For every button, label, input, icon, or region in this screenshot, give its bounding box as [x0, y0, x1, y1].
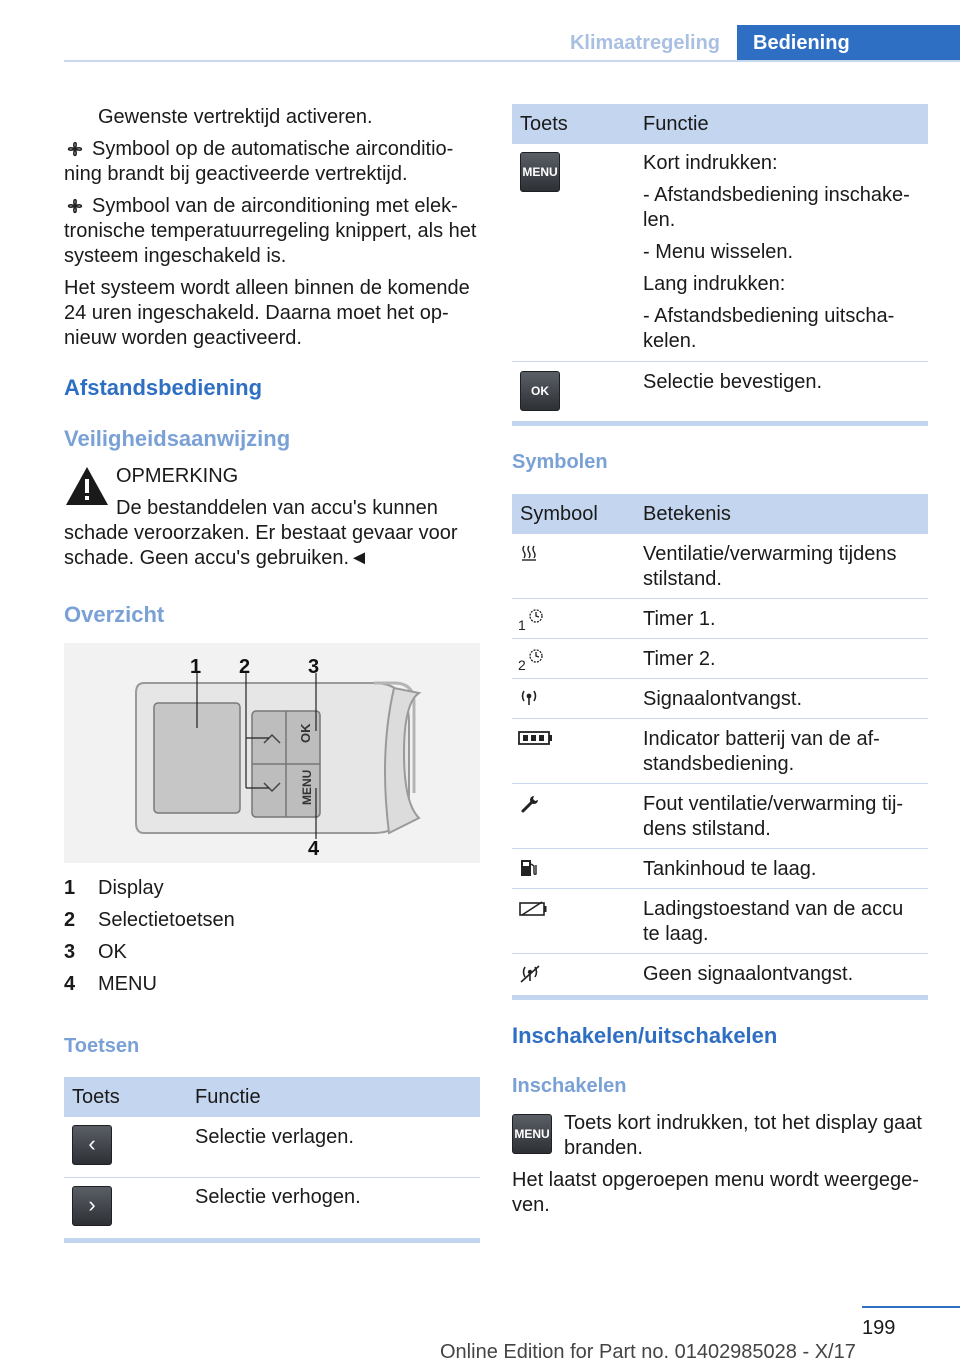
table-header-key: Toets — [520, 113, 568, 135]
timer1-icon — [528, 608, 544, 624]
table-cell: - Afstandsbediening inschake- — [643, 184, 910, 206]
paragraph-24h: Het systeem wordt alleen binnen de komende — [64, 277, 470, 299]
table-header-symbol: Symbool — [520, 503, 598, 525]
warning-text-cont2: schade. Geen accu's gebruiken.◄ — [64, 547, 369, 569]
fuel-icon — [520, 858, 538, 878]
header-section-tab[interactable]: Klimaatregeling — [569, 32, 721, 54]
table-cell: dens stilstand. — [643, 818, 771, 840]
battery-low-icon — [518, 900, 548, 918]
table-cell: - Menu wisselen. — [643, 241, 794, 263]
paragraph-switch-on: Toets kort indrukken, tot het display gaat — [564, 1112, 922, 1134]
table-cell: Timer 2. — [643, 648, 716, 670]
figure-callout-4: 4 — [308, 838, 320, 860]
table-cell: Geen signaalontvangst. — [643, 963, 854, 985]
keys-table — [64, 1077, 480, 1247]
ok-key-button: OK — [520, 371, 560, 411]
table-row-divider — [512, 718, 928, 719]
table-cell: Selectie bevestigen. — [643, 371, 823, 393]
heading-inschakelen-uitschakelen: Inschakelen/uitschakelen — [512, 1023, 778, 1048]
edition-note: Online Edition for Part no. 01402985028 - X/17 — [440, 1341, 856, 1362]
table-cell: Ventilatie/verwarming tijdens — [643, 543, 897, 565]
figure-ok-label: OK — [298, 723, 313, 743]
heading-afstandsbediening: Afstandsbediening — [64, 375, 263, 400]
table-cell: Selectie verlagen. — [195, 1126, 354, 1148]
table-row-divider — [512, 848, 928, 849]
warning-title: OPMERKING — [116, 465, 239, 487]
timer1-number: 1 — [518, 617, 526, 633]
table-cell: Tankinhoud te laag. — [643, 858, 817, 880]
table-cell: Fout ventilatie/verwarming tij- — [643, 793, 904, 815]
table-header — [512, 494, 928, 534]
table-header-key: Toets — [72, 1086, 120, 1108]
heading-toetsen: Toetsen — [64, 1035, 140, 1057]
warning-text-cont: schade veroorzaken. Er bestaat gevaar voor — [64, 522, 458, 544]
table-cell: len. — [643, 209, 676, 231]
legend-text: MENU — [98, 973, 157, 995]
table-row-divider — [512, 638, 928, 639]
table-row-divider — [512, 361, 928, 362]
table-header — [512, 104, 928, 144]
figure-menu-label: MENU — [300, 769, 314, 805]
warning-icon — [64, 465, 110, 507]
menu-ok-table — [512, 104, 928, 429]
paragraph-symbol-auto-cont: ning brandt bij geactiveerde vertrektijd. — [64, 163, 408, 185]
table-cell: te laag. — [643, 923, 709, 945]
table-cell: stilstand. — [643, 568, 722, 590]
table-header-meaning: Betekenis — [643, 503, 731, 525]
key-left-button: ‹ — [72, 1125, 112, 1165]
timer2-icon — [528, 648, 544, 664]
table-cell: Signaalontvangst. — [643, 688, 803, 710]
paragraph-symbol-ac-cont2: systeem ingeschakeld is. — [64, 245, 287, 267]
header-divider — [64, 60, 960, 62]
table-cell: Ladingstoestand van de accu — [643, 898, 904, 920]
table-cell: Lang indrukken: — [643, 273, 786, 295]
figure-callout-3: 3 — [308, 656, 320, 678]
table-cell: kelen. — [643, 330, 697, 352]
legend-number: 3 — [64, 941, 76, 963]
table-row-divider — [64, 1177, 480, 1178]
table-row-divider — [512, 888, 928, 889]
paragraph-switch-on-cont: branden. — [564, 1137, 643, 1159]
table-header — [64, 1077, 480, 1117]
heading-inschakelen: Inschakelen — [512, 1075, 627, 1097]
signal-icon — [519, 688, 539, 706]
fan-icon — [64, 138, 86, 160]
footer-divider — [862, 1306, 960, 1308]
paragraph-symbol-auto: Symbool op de automatische airconditio- — [92, 138, 454, 160]
paragraph-24h-cont: 24 uren ingeschakeld. Daarna moet het op- — [64, 302, 449, 324]
paragraph-last-menu-cont: ven. — [512, 1194, 550, 1216]
table-row-divider — [512, 678, 928, 679]
table-cell: Indicator batterij van de af- — [643, 728, 880, 750]
key-right-button: › — [72, 1186, 112, 1226]
timer2-number: 2 — [518, 657, 526, 673]
paragraph-activate: Gewenste vertrektijd activeren. — [98, 106, 373, 128]
legend-text: OK — [98, 941, 127, 963]
table-cell: Selectie verhogen. — [195, 1186, 361, 1208]
paragraph-symbol-ac: Symbool van de airconditioning met elek- — [92, 195, 458, 217]
symbols-table — [512, 494, 928, 1004]
paragraph-symbol-ac-cont: tronische temperatuurregeling knippert, als het — [64, 220, 477, 242]
legend-number: 1 — [64, 877, 76, 899]
table-row-divider — [512, 953, 928, 954]
table-end-bar — [64, 1238, 480, 1243]
table-row-divider — [512, 598, 928, 599]
remote-illustration — [64, 643, 480, 863]
legend-number: 2 — [64, 909, 76, 931]
legend-number: 4 — [64, 973, 76, 995]
remote-figure — [64, 643, 480, 863]
heading-overzicht: Overzicht — [64, 602, 165, 627]
table-header-function: Functie — [643, 113, 709, 135]
fan-icon — [64, 195, 86, 217]
table-cell: standsbediening. — [643, 753, 795, 775]
table-row-divider — [512, 783, 928, 784]
table-end-bar — [512, 421, 928, 426]
page-number: 199 — [862, 1317, 896, 1339]
heading-veiligheid: Veiligheidsaanwijzing — [64, 426, 291, 451]
ventilation-icon — [520, 544, 538, 562]
menu-key-button: MENU — [512, 1114, 552, 1154]
warning-text: De bestanddelen van accu's kunnen — [116, 497, 438, 519]
figure-callout-1: 1 — [190, 656, 202, 678]
table-cell: - Afstandsbediening uitscha- — [643, 305, 895, 327]
wrench-icon — [520, 794, 540, 814]
heading-symbolen: Symbolen — [512, 451, 608, 473]
header-active-tab[interactable]: Bediening — [737, 25, 960, 62]
table-cell: Timer 1. — [643, 608, 716, 630]
paragraph-24h-cont2: nieuw worden geactiveerd. — [64, 327, 302, 349]
table-cell: Kort indrukken: — [643, 152, 778, 174]
battery-icon — [518, 730, 554, 746]
figure-callout-2: 2 — [239, 656, 251, 678]
table-header-function: Functie — [195, 1086, 261, 1108]
legend-text: Selectietoetsen — [98, 909, 235, 931]
paragraph-last-menu: Het laatst opgeroepen menu wordt weergege- — [512, 1169, 919, 1191]
table-end-bar — [512, 995, 928, 1000]
no-signal-icon — [519, 964, 541, 984]
menu-key-button: MENU — [520, 152, 560, 192]
legend-text: Display — [98, 877, 164, 899]
